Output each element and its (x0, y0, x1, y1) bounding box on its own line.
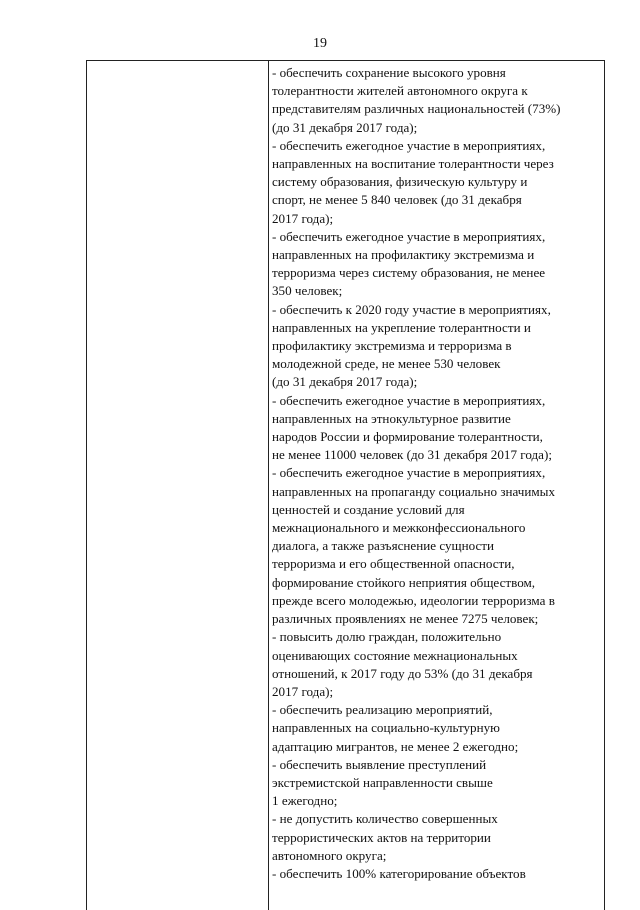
page-number: 19 (313, 36, 327, 51)
list-item: - обеспечить ежегодное участие в мероприятиях, направленных на пропаганду социально значимых ценностей и создание условий для межнационального и межконфессионального диалога, а также разъяснение сущности терроризма и его общественной опасности, формирование стойкого неприятия обществом, прежде всего молодежью, идеологии терроризма в различных проявлениях не менее 7275 человек; (272, 465, 556, 627)
list-item: - не допустить количество совершенных террористических актов на территории автономного округа; (272, 811, 498, 863)
list-item: - обеспечить ежегодное участие в мероприятиях, направленных на профилактику экстремизма и терроризма через систему образования, не менее 350 человек; (272, 228, 546, 299)
column-divider (268, 61, 269, 910)
document-table (86, 60, 605, 910)
list-item: - обеспечить к 2020 году участие в мероприятиях, направленных на укрепление толерантности и профилактику экстремизма и терроризма в молодежной среде, не менее 530 человек (до 31 декабря 2017 года); (272, 301, 551, 390)
list-item: - повысить долю граждан, положительно оценивающих состояние межнациональных отношений, к 2017 году до 53% (до 31 декабря 2017 года); (272, 629, 533, 699)
list-item: - обеспечить ежегодное участие в мероприятиях, направленных на воспитание толерантности через систему образования, физическую культуру и спорт, не менее 5 840 человек (до 31 декабря 2017 года); (272, 137, 554, 226)
list-item: - обеспечить сохранение высокого уровня толерантности жителей автономного округа к представителям различных национальностей (73%) (до 31 декабря 2017 года); (272, 65, 561, 135)
list-item: - обеспечить ежегодное участие в мероприятиях, направленных на этнокультурное развитие народов России и формирование толерантности, не менее 11000 человек (до 31 декабря 2017 года); (272, 392, 552, 463)
list-item: - обеспечить 100% категорирование объектов (272, 865, 526, 881)
list-item: - обеспечить выявление преступлений экстремистской направленности свыше 1 ежегодно; (272, 756, 493, 809)
goals-list (272, 64, 602, 883)
list-item: - обеспечить реализацию мероприятий, направленных на социально-культурную адаптацию мигрантов, не менее 2 ежегодно; (272, 702, 519, 754)
table-right-cell (272, 64, 602, 883)
table-left-cell (87, 61, 268, 910)
